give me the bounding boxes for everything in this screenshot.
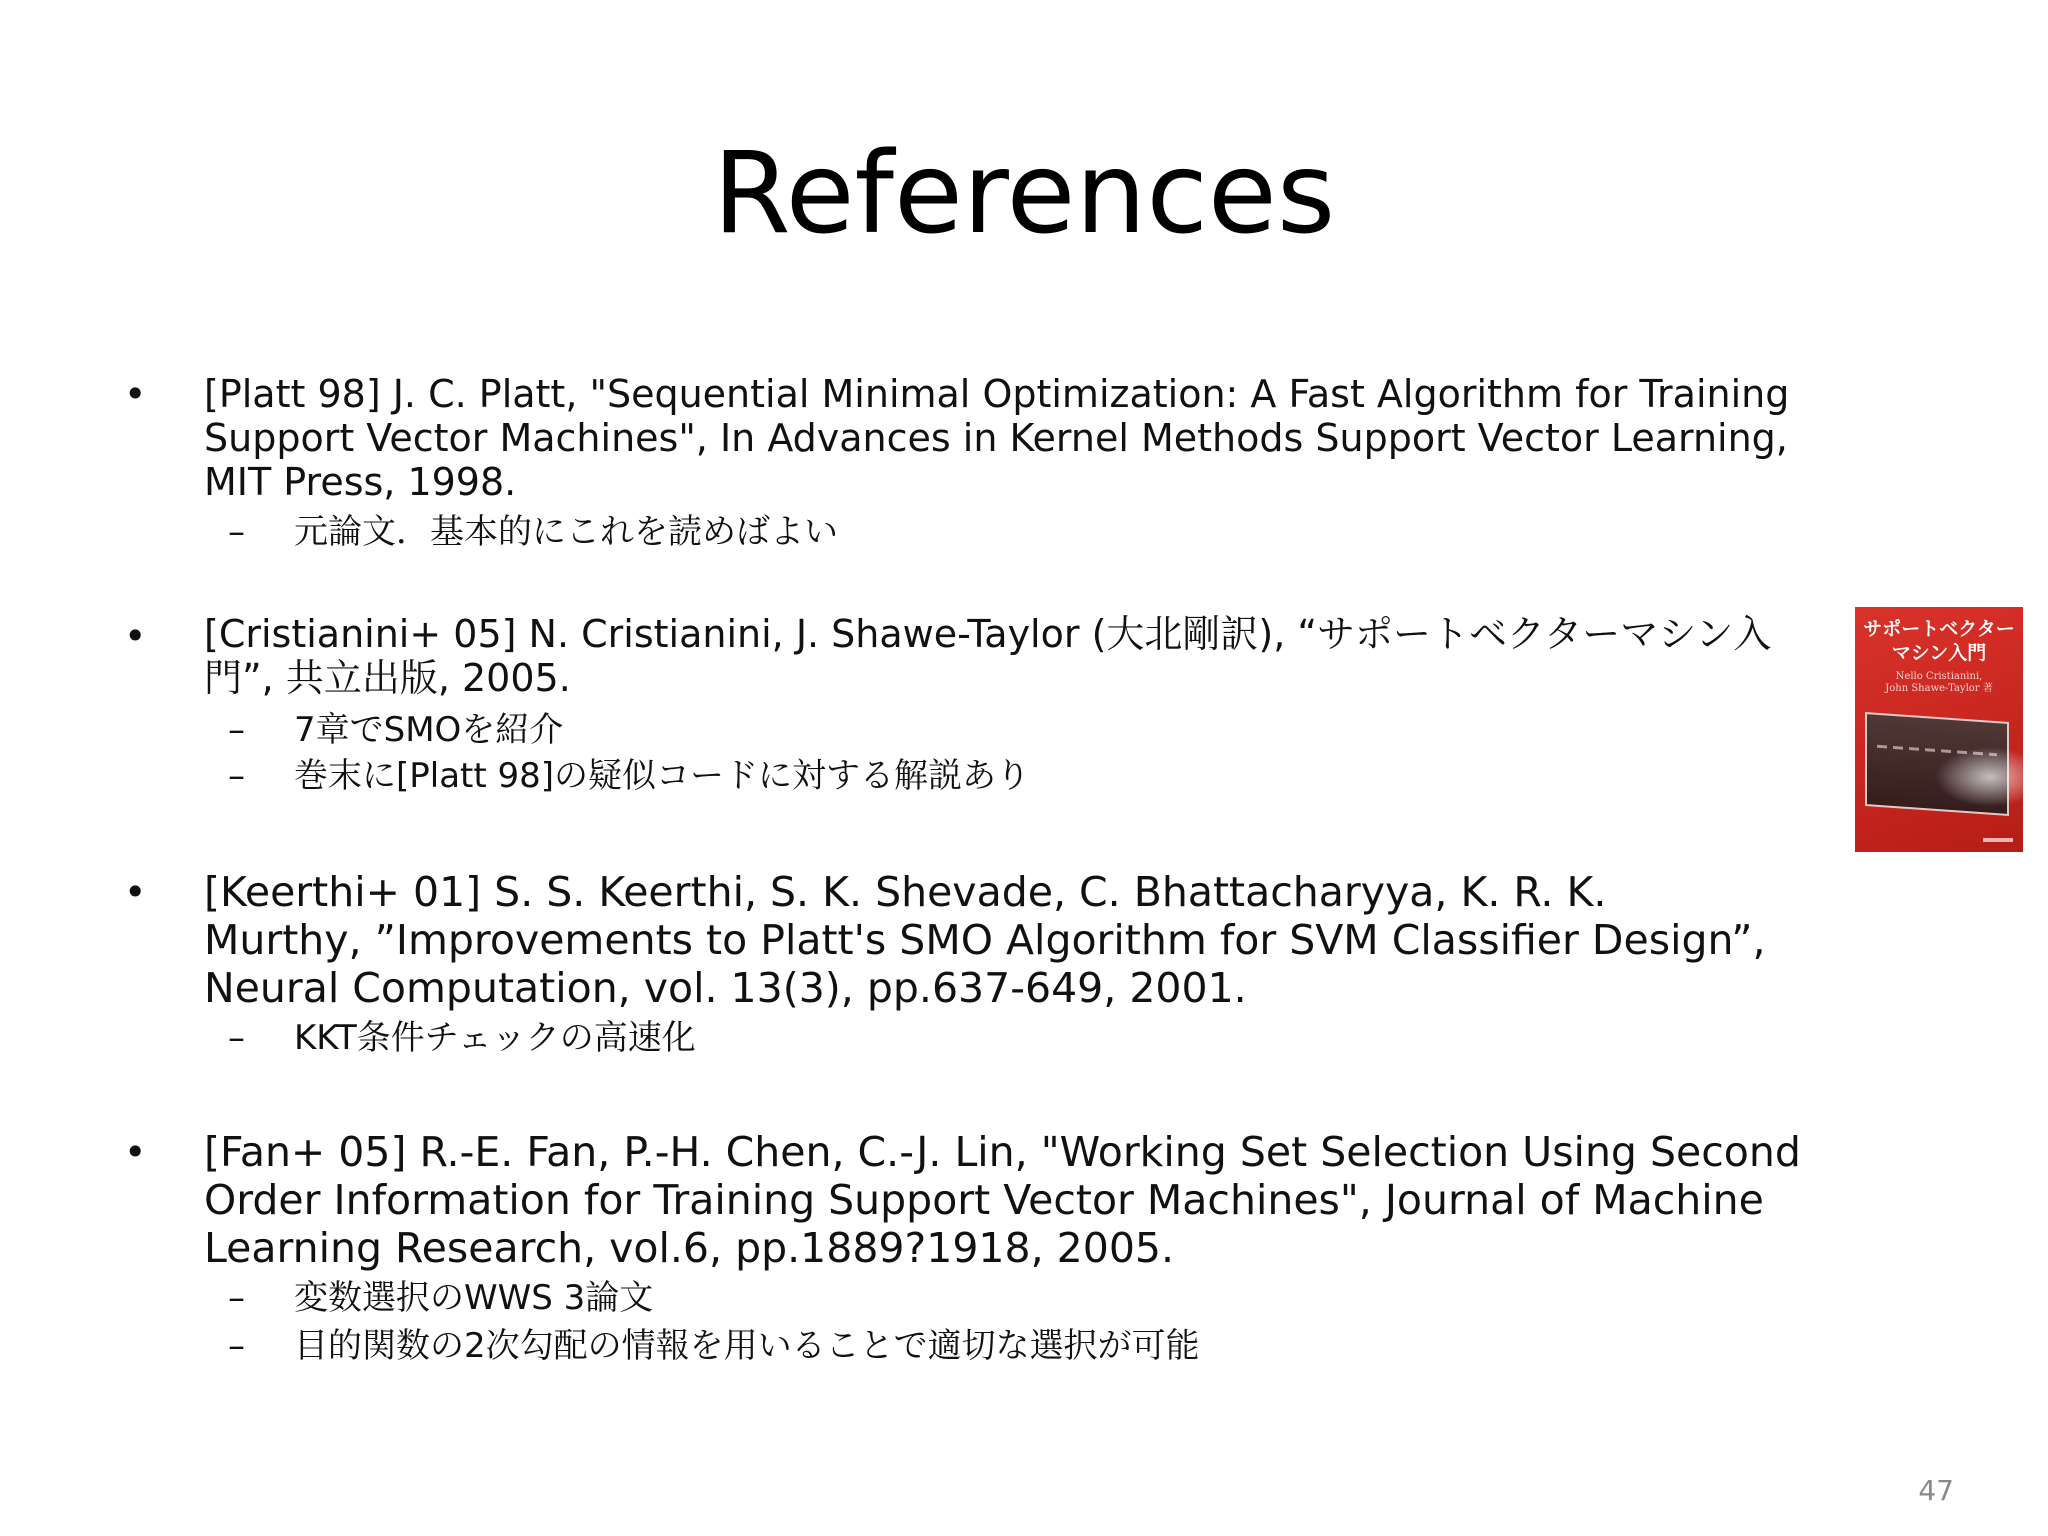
- book-cover-glow: [1935, 747, 2023, 807]
- dash: –: [228, 512, 245, 552]
- book-cover-title: サポートベクター マシン入門: [1863, 618, 2015, 664]
- bullet: •: [124, 870, 147, 914]
- book-cover-image: [1855, 607, 2023, 852]
- reference-text: [Fan+ 05] R.-E. Fan, P.-H. Chen, C.-J. Lin, "Working Set Selection Using Second Order Information for Training Support Vector Machines", Journal of Machine Learning Research, vol.6, pp.1889?1918, 2005.: [204, 1128, 1801, 1272]
- reference-note-text: 巻末に[Platt 98]の疑似コードに対する解説あり: [294, 756, 1031, 796]
- bullet: •: [124, 614, 147, 658]
- bullet: •: [124, 372, 147, 416]
- reference-text: [Cristianini+ 05] N. Cristianini, J. Shawe-Taylor (大北剛訳), “サポートベクターマシン入 門”, 共立出版, 2005.: [204, 612, 1772, 700]
- reference-note-text: 7章でSMOを紹介: [294, 710, 564, 750]
- reference-note-text: 目的関数の2次勾配の情報を用いることで適切な選択が可能: [294, 1326, 1200, 1366]
- dash: –: [228, 756, 245, 796]
- dash: –: [228, 1326, 245, 1366]
- reference-text: [Platt 98] J. C. Platt, "Sequential Minimal Optimization: A Fast Algorithm for Training Support Vector Machines", In Advances in Kernel Methods Support Vector Learning, MIT Press, 1998.: [204, 372, 1790, 504]
- reference-note-text: 変数選択のWWS 3論文: [294, 1278, 654, 1318]
- bullet: •: [124, 1130, 147, 1174]
- book-cover-authors: Nello Cristianini, John Shawe-Taylor 著: [1885, 671, 1993, 694]
- slide-title: References: [712, 129, 1336, 259]
- dash: –: [228, 1278, 245, 1318]
- dash: –: [228, 1018, 245, 1058]
- reference-note-text: KKT条件チェックの高速化: [294, 1018, 696, 1058]
- book-cover-publisher-mark: [1983, 838, 2013, 842]
- dash: –: [228, 710, 245, 750]
- page-number: 47: [1918, 1474, 1954, 1507]
- reference-text: [Keerthi+ 01] S. S. Keerthi, S. K. Shevade, C. Bhattacharyya, K. R. K. Murthy, ”Improvements to Platt's SMO Algorithm for SVM Classifier Design”, Neural Computation, vol. 13(3), pp.637-649, 2001.: [204, 868, 1766, 1012]
- reference-note-text: 元論文．基本的にこれを読めばよい: [294, 512, 838, 552]
